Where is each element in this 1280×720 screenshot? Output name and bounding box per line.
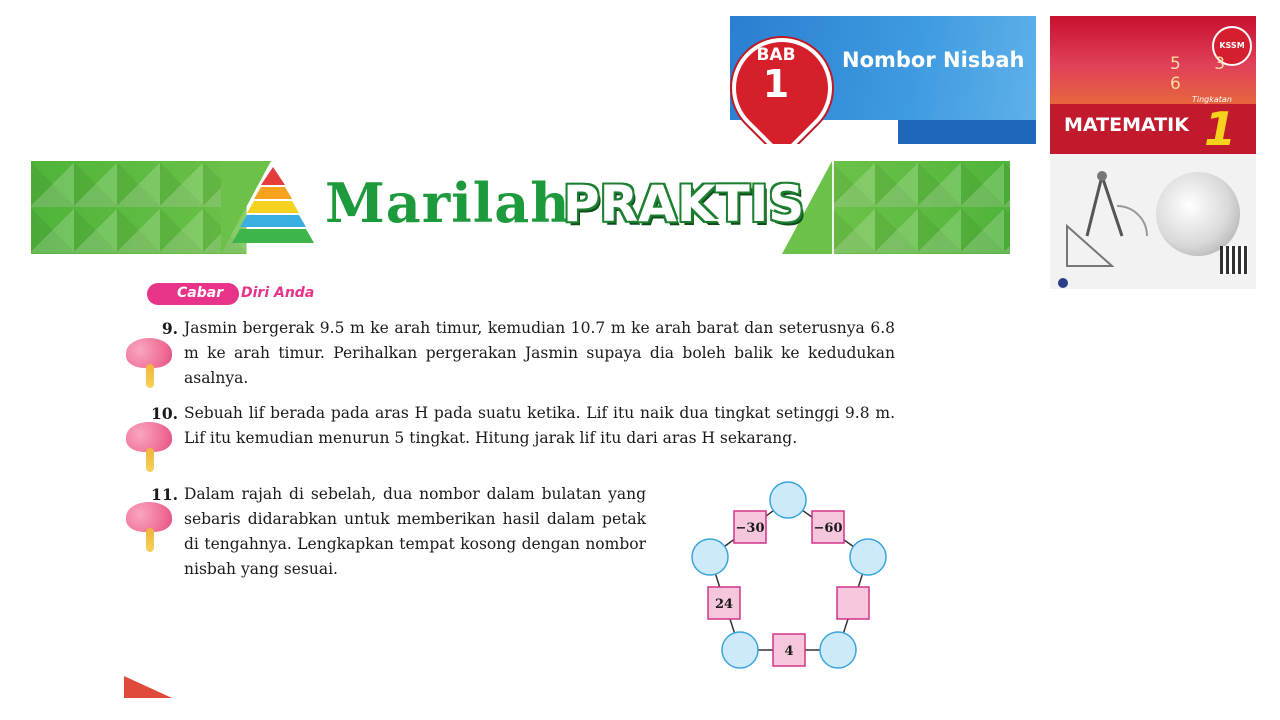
question-text: Sebuah lif berada pada aras H pada suatu ketika. Lif itu naik dua tingkat setinggi 9.8 m. Lif itu kemudian menurun 5 tingkat. Hitung jarak lif itu dari aras H sekarang. <box>184 404 895 447</box>
circle-left[interactable] <box>692 539 728 575</box>
circle-bottom-right[interactable] <box>820 632 856 668</box>
math-tools-icon <box>1062 166 1152 276</box>
circle-bottom-left[interactable] <box>722 632 758 668</box>
section-tag-rest: Diri Anda <box>241 285 315 301</box>
light-bulb-icon <box>1156 172 1240 256</box>
chapter-number-badge <box>746 46 806 104</box>
question-number: 9. <box>161 319 178 338</box>
chapter-banner <box>730 16 1036 144</box>
brain-icon <box>124 336 174 392</box>
pentagon-multiplication-diagram <box>685 478 895 672</box>
cover-grade: 1 <box>1204 102 1237 156</box>
question-text: Jasmin bergerak 9.5 m ke arah timur, kemudian 10.7 m ke arah barat dan seterusnya 6.8 m ke arah timur. Perihalkan pergerakan Jasmin supaya dia boleh balik ke kedudukan asalnya. <box>184 319 895 387</box>
box-top-left-value: −30 <box>735 521 765 536</box>
pyramid-icon <box>228 165 318 245</box>
brain-icon <box>124 420 174 476</box>
chapter-label: BAB <box>756 45 796 65</box>
book-cover <box>1050 16 1256 289</box>
page-corner-decoration <box>124 676 172 698</box>
circle-right[interactable] <box>850 539 886 575</box>
chapter-title: Nombor Nisbah <box>842 48 1025 72</box>
circle-top[interactable] <box>770 482 806 518</box>
qr-code-icon <box>1220 246 1248 274</box>
box-right[interactable] <box>837 587 869 619</box>
cover-digits: 5 3 6 <box>1170 54 1240 94</box>
chapter-number: 1 <box>762 62 790 106</box>
kssm-badge: KSSM <box>1212 26 1252 66</box>
question-number: 10. <box>151 404 178 423</box>
brain-icon <box>124 500 174 556</box>
question-text: Dalam rajah di sebelah, dua nombor dalam bulatan yang sebaris didarabkan untuk memberikan hasil dalam petak di tengahnya. Lengkapkan tempat kosong dengan nombor nisbah yang sesuai. <box>184 485 646 578</box>
box-top-right-value: −60 <box>813 521 843 536</box>
cover-title: MATEMATIK <box>1064 114 1189 136</box>
box-bottom-value: 4 <box>784 644 794 659</box>
banner-word-praktis: PRAKTIS <box>563 175 805 233</box>
box-left-value: 24 <box>714 597 734 612</box>
banner-word-marilah: Marilah <box>325 171 571 235</box>
section-tag-highlight: Cabar <box>177 285 224 301</box>
cover-level-label: Tingkatan <box>1192 95 1232 104</box>
publisher-logo-icon <box>1058 278 1068 288</box>
practice-banner <box>31 161 1010 254</box>
question-number: 11. <box>151 485 178 504</box>
